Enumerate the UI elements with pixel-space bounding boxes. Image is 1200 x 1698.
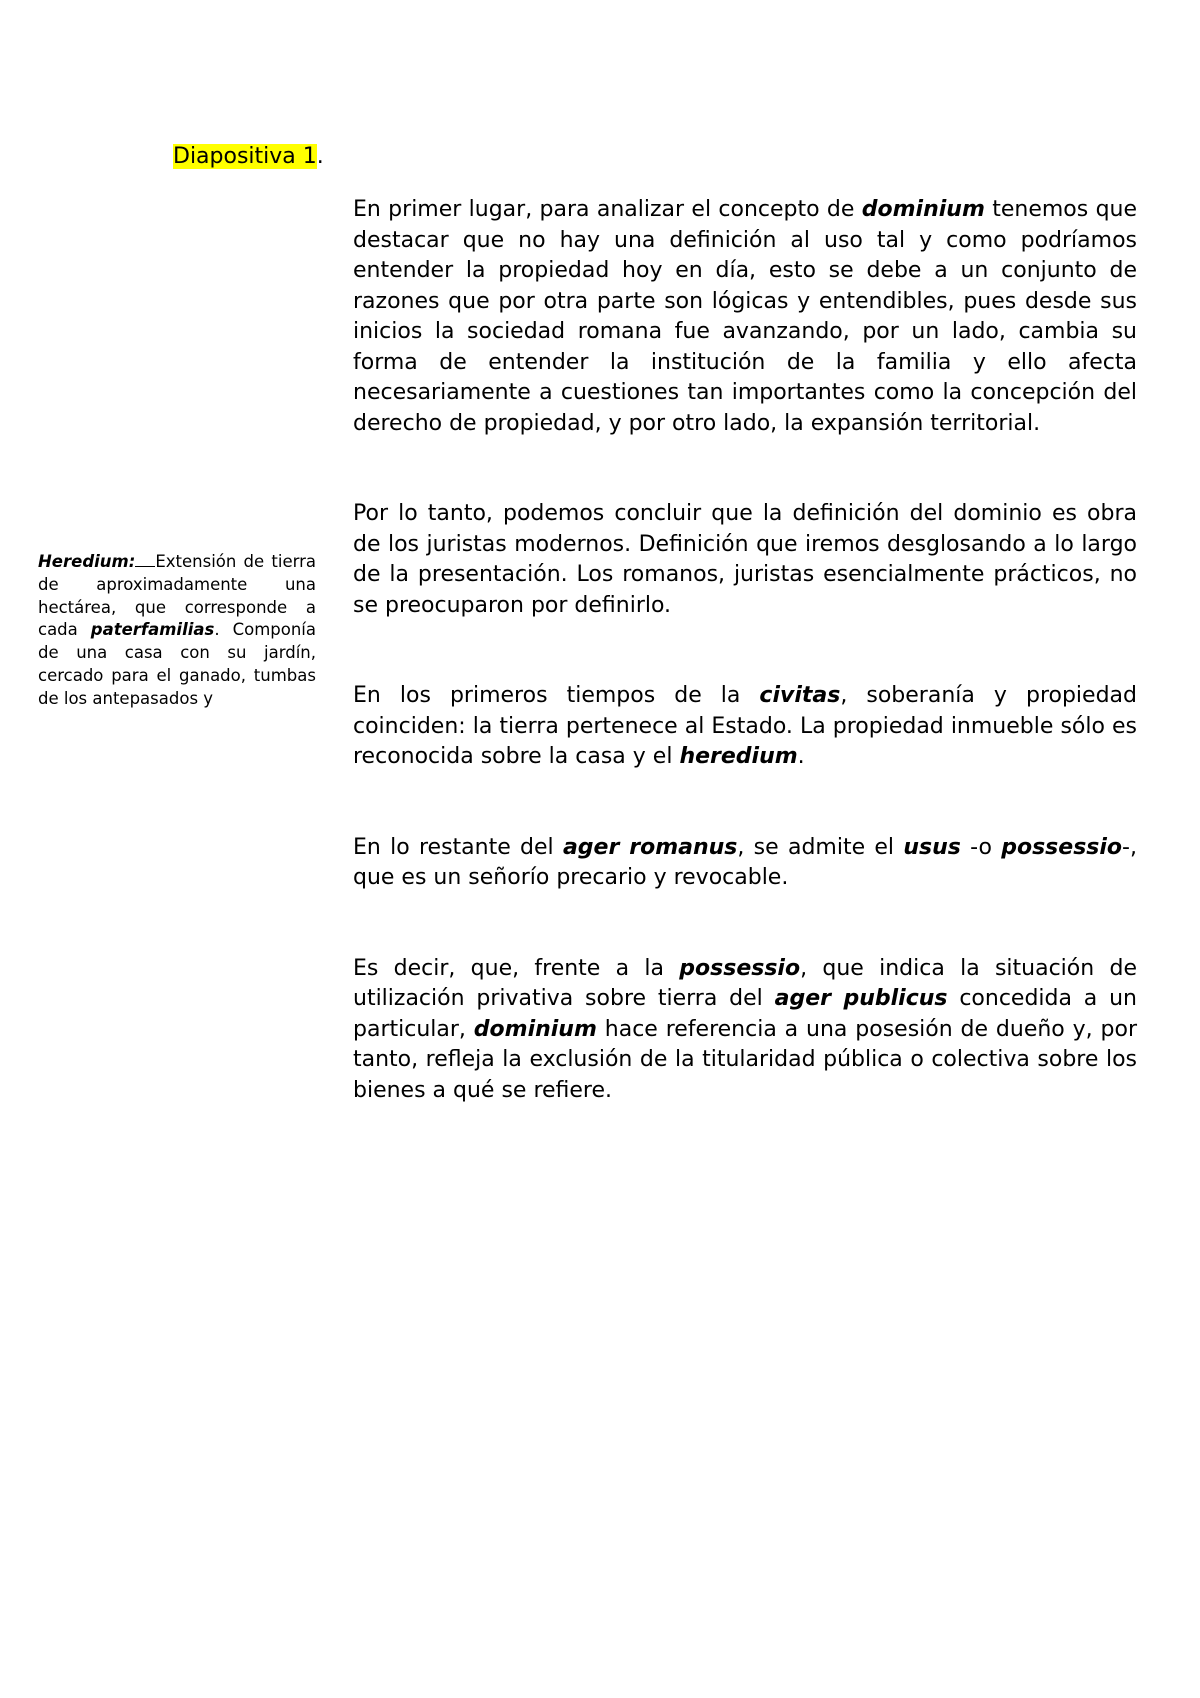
p1-text-1: En primer lugar, para analizar el concepto de xyxy=(353,197,862,222)
slide-heading xyxy=(173,142,324,172)
p3-term-civitas: civitas xyxy=(759,683,841,708)
p5-term-dominium: dominium xyxy=(473,1016,597,1042)
p4-text-3: -o xyxy=(960,834,1002,860)
p2-text: Por lo tanto, podemos concluir que la definición del dominio es obra de los juristas modernos. Definición que iremos desglosando a lo largo de la presentación. Los romanos, juristas esencialmente prácticos, no se preocuparon por definirlo. xyxy=(353,501,1137,618)
paragraph-2 xyxy=(353,499,1137,621)
p5-term-ager-publicus: ager publicus xyxy=(774,986,948,1011)
p5-text-3: concedida a un particular, xyxy=(353,986,1137,1042)
term-underline xyxy=(135,566,155,567)
p4-term-possessio: possessio xyxy=(1001,834,1123,860)
sidebar-note-text-1: Extensión de tierra de aproximadamente una hectárea, que corresponde a cada xyxy=(38,552,316,640)
p4-text-1: En lo restante del xyxy=(353,834,563,860)
p3-text-2: , soberanía y propiedad coinciden: la tierra pertenece al Estado. La propiedad inmueble sólo es reconocida sobre la casa y el xyxy=(353,683,1137,769)
sidebar-note-text xyxy=(38,551,316,711)
p4-term-usus: usus xyxy=(903,834,961,860)
p5-term-possessio: possessio xyxy=(679,955,801,981)
sidebar-note-heredium xyxy=(38,551,316,721)
paragraph-3 xyxy=(353,681,1137,773)
p3-text-3: . xyxy=(797,744,805,769)
sidebar-note-term-paterfamilias: paterfamilias xyxy=(90,620,215,640)
paragraph-1 xyxy=(353,195,1137,439)
sidebar-note-term: Heredium: xyxy=(38,552,136,571)
p4-text-4: -, que es un señorío precario y revocable. xyxy=(353,834,1137,890)
p5-text-4: hace referencia a una posesión de dueño y, por tanto, refleja la exclusión de la titularidad pública o colectiva sobre los bienes a qué se refiere. xyxy=(353,1016,1137,1103)
p3-text-1: En los primeros tiempos de la xyxy=(353,683,760,708)
paragraph-4 xyxy=(353,833,1137,894)
p1-term-dominium: dominium xyxy=(861,197,985,222)
paragraph-5 xyxy=(353,954,1137,1107)
main-text-column xyxy=(353,195,1137,1106)
p4-text-2: , se admite el xyxy=(737,834,904,860)
p3-term-heredium: heredium xyxy=(679,744,798,769)
p1-text-2: tenemos que destacar que no hay una definición al uso tal y como podríamos entender la propiedad hoy en día, esto se debe a un conjunto de razones que por otra parte son lógicas y entendibles, pues desde sus inicios la sociedad romana fue avanzando, por un lado, cambia su forma de entender la institución de la familia y ello afecta necesariamente a cuestiones tan importantes como la concepción del derecho de propiedad, y por otro lado, la expansión territorial. xyxy=(353,197,1138,436)
p5-text-2: , que indica la situación de utilización privativa sobre tierra del xyxy=(353,955,1137,1011)
p5-text-1: Es decir, que, frente a la xyxy=(353,955,680,981)
sidebar-note-text-2: . Componía de una casa con su jardín, cercado para el ganado, tumbas de los antepasados y xyxy=(38,620,316,708)
p4-term-ager-romanus: ager romanus xyxy=(562,834,738,860)
slide-label-suffix: . xyxy=(316,144,324,169)
slide-label: Diapositiva 1 xyxy=(173,144,317,169)
